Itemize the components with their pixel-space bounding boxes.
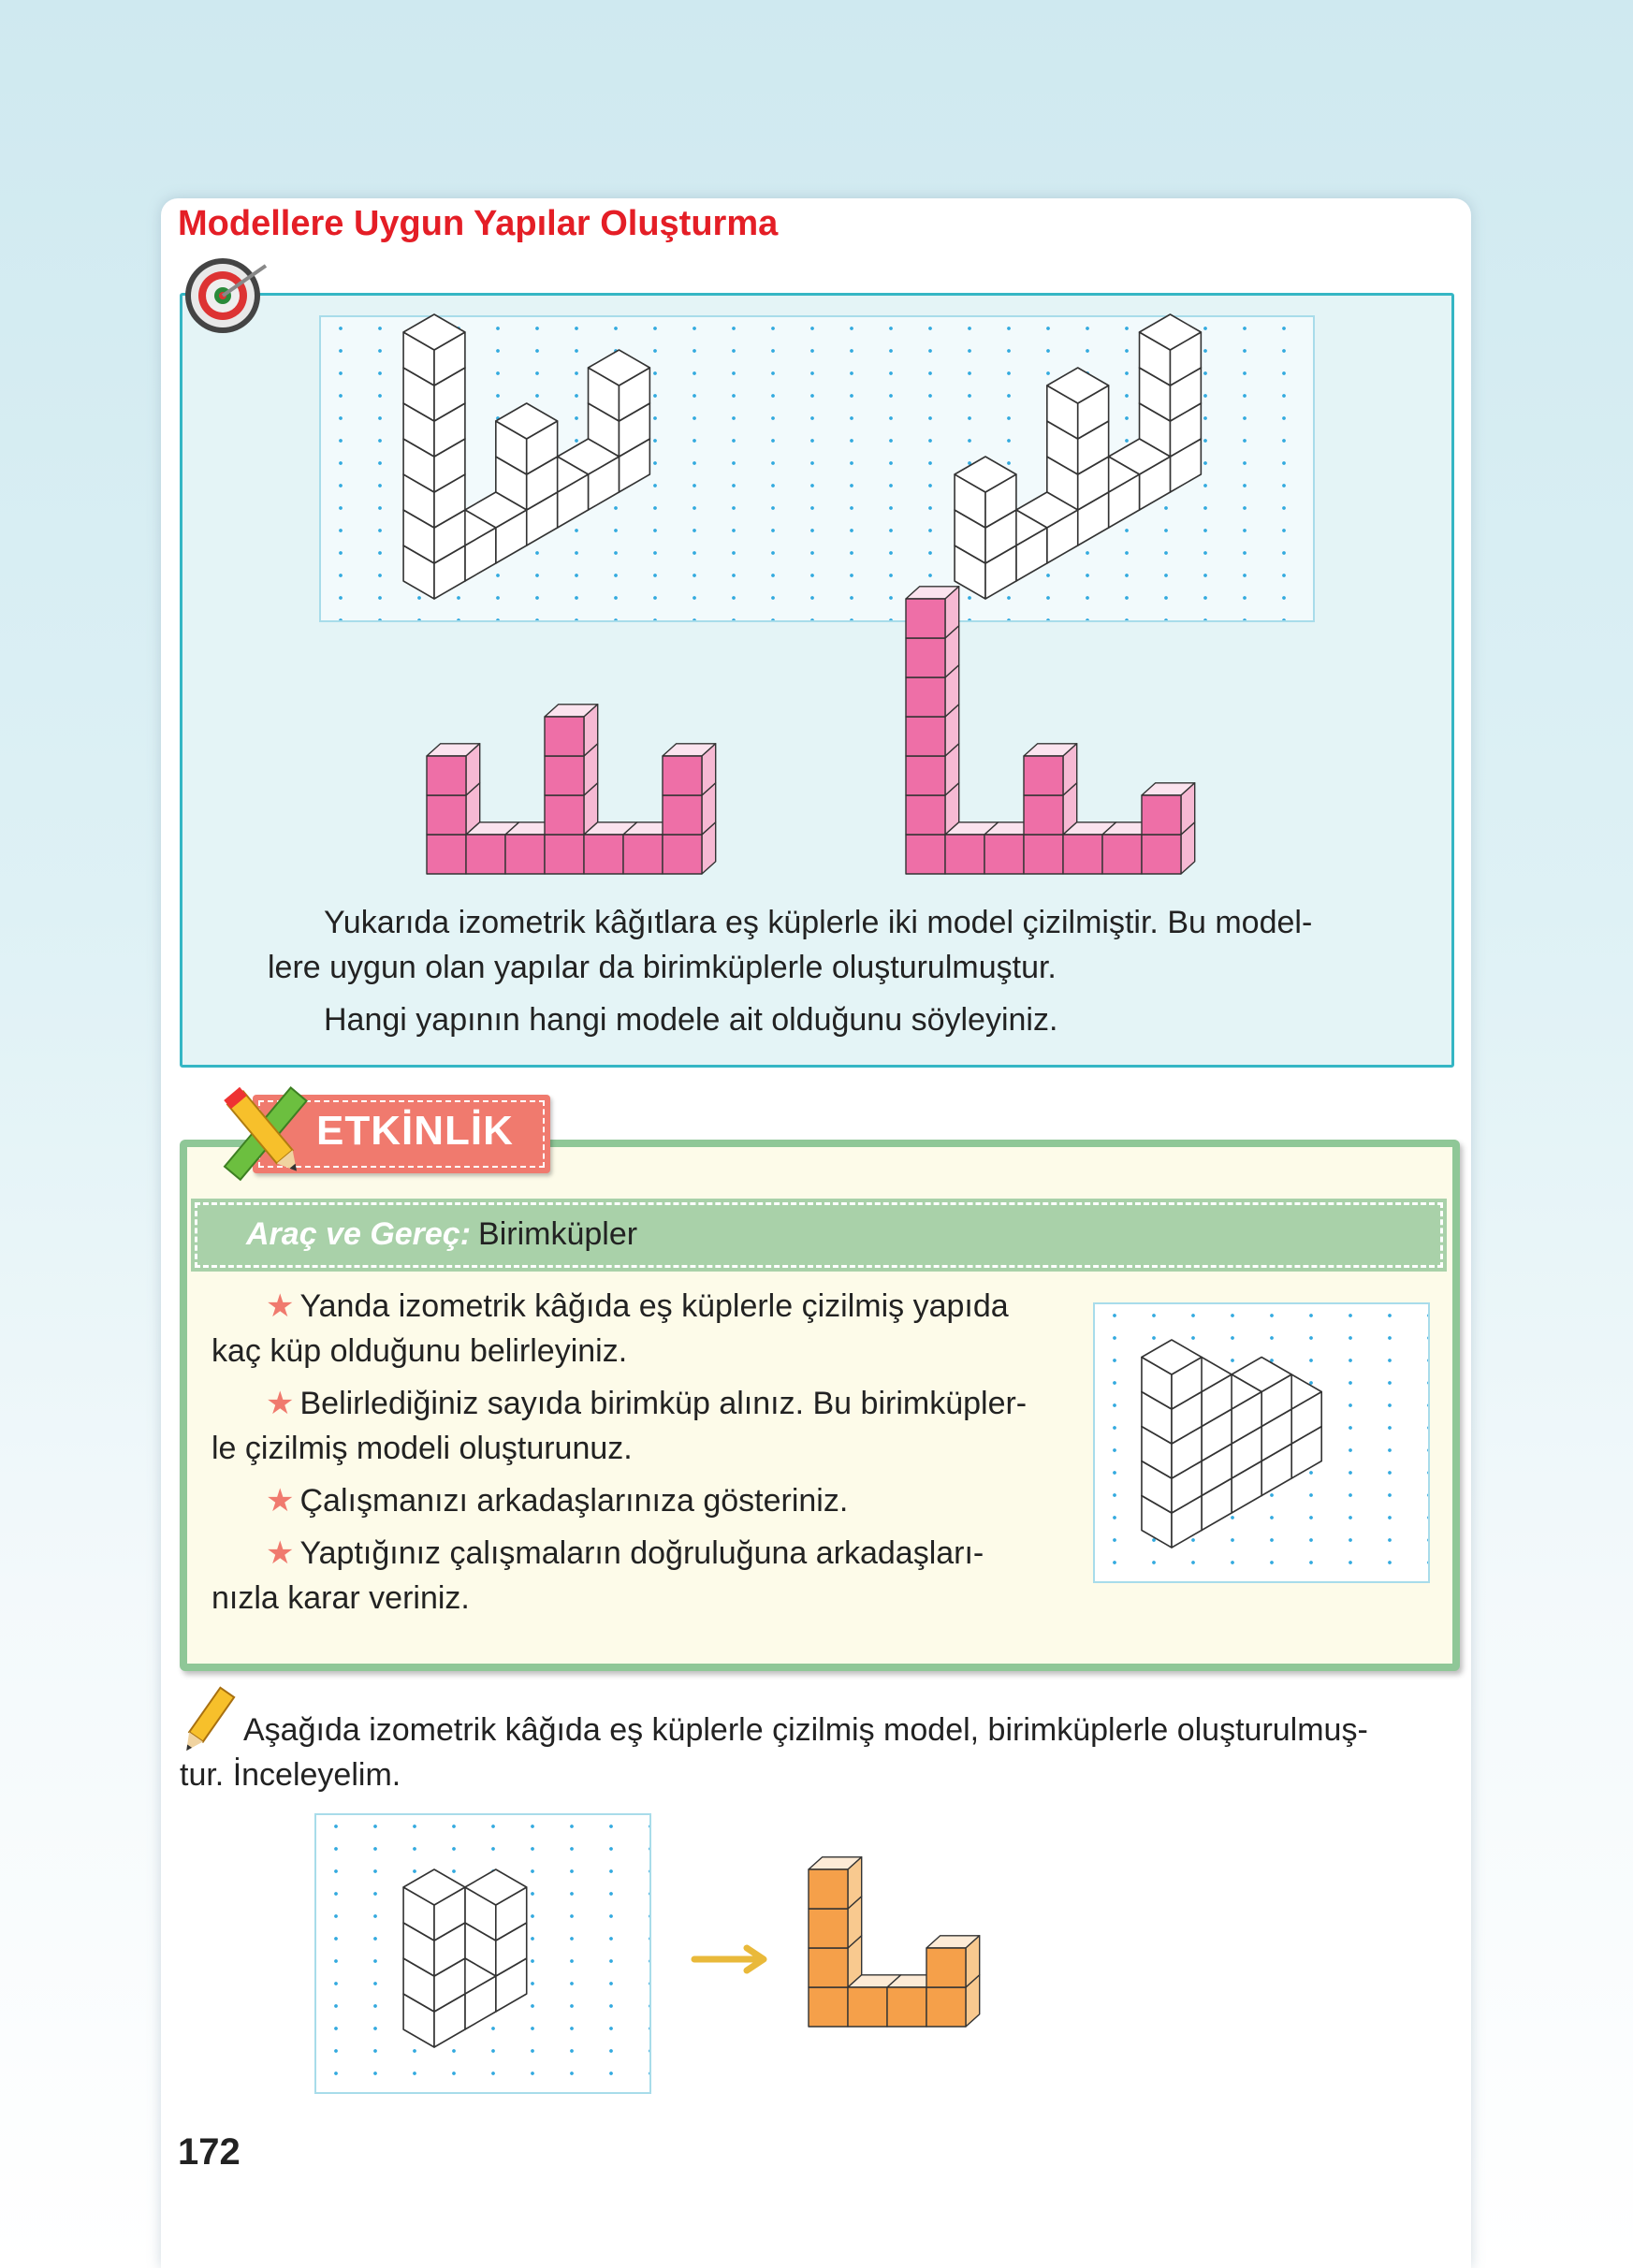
intro-line-1: Yukarıda izometrik kâğıtlara eş küplerle iki model çizilmiştir. Bu model- [324, 905, 1313, 940]
pink-structure-left-cube [623, 835, 663, 874]
orange-structure-cube [809, 1948, 848, 1987]
pink-structure-left-cube [663, 756, 702, 795]
pink-structure-right-cube [984, 835, 1024, 874]
pink-structure-right-cube [1063, 835, 1102, 874]
pink-structure-left-cube [663, 795, 702, 835]
pink-structure-left-cube [545, 717, 584, 756]
pink-structure-right-cube [1024, 795, 1063, 835]
pink-structure-right-cube [906, 599, 945, 638]
pink-structure-right-cube [1142, 835, 1181, 874]
pink-structure-right-cube [945, 835, 984, 874]
pink-structure-left-cube [545, 835, 584, 874]
star-icon: ★ [266, 1483, 295, 1519]
activity-item-text-cont: kaç küp olduğunu belirleyiniz. [211, 1333, 628, 1369]
pink-structure-right-cube [906, 835, 945, 874]
orange-structure-cube [848, 1987, 887, 2027]
pink-structure-right-cube [906, 717, 945, 756]
pink-structure-left-cube [545, 756, 584, 795]
orange-structure-cube [809, 1987, 848, 2027]
activity-item-text: Belirlediğiniz sayıda birimküp alınız. Bu birimküpler- [299, 1386, 1028, 1421]
section-title: Modellere Uygun Yapılar Oluşturma [178, 204, 779, 243]
orange-structure-cube [926, 1987, 966, 2027]
pink-structure-left-cube [427, 835, 466, 874]
activity-item-text-cont: le çizilmiş modeli oluşturunuz. [211, 1431, 633, 1466]
pink-structure-left-cube [584, 835, 623, 874]
pink-structure-right-cube [1024, 835, 1063, 874]
pink-structure-right-cube [906, 638, 945, 677]
pink-structure-right-cube [1142, 795, 1181, 835]
example-line-2: tur. İnceleyelim. [180, 1757, 401, 1793]
pink-structure-left-cube [466, 835, 505, 874]
example-line-1: Aşağıda izometrik kâğıda eş küplerle çizilmiş model, birimküplerle oluşturulmuş- [243, 1712, 1368, 1748]
pink-structure-right-cube [906, 756, 945, 795]
tools-label: Araç ve Gereç: [246, 1216, 472, 1252]
pink-structure-left-cube [427, 795, 466, 835]
star-icon: ★ [266, 1288, 295, 1324]
activity-item-text: Çalışmanızı arkadaşlarınıza gösteriniz. [299, 1483, 849, 1519]
pink-structure-left-cube [545, 795, 584, 835]
activity-badge-label: ETKİNLİK [316, 1108, 514, 1154]
intro-line-2: lere uygun olan yapılar da birimküplerle oluşturulmuştur. [268, 950, 1057, 985]
pink-structure-right-cube [906, 677, 945, 717]
activity-item-text: Yanda izometrik kâğıda eş küplerle çizilmiş yapıda [299, 1288, 1009, 1324]
pink-structure-right-cube [1024, 756, 1063, 795]
activity-item-text-cont: nızla karar veriniz. [211, 1580, 470, 1616]
orange-structure-cube [809, 1869, 848, 1909]
pink-structure-right-cube [906, 795, 945, 835]
star-icon: ★ [266, 1535, 295, 1571]
pink-structure-right-cube [1102, 835, 1142, 874]
pink-structure-left-cube [505, 835, 545, 874]
star-icon: ★ [266, 1386, 295, 1421]
orange-structure-cube [926, 1948, 966, 1987]
pink-structure-left-cube [663, 835, 702, 874]
page-number: 172 [178, 2131, 241, 2173]
tools-value: Birimküpler [478, 1216, 638, 1252]
pink-structure-left-cube [427, 756, 466, 795]
orange-structure-cube [809, 1909, 848, 1948]
activity-item-text: Yaptığınız çalışmaların doğruluğuna arkadaşları- [299, 1535, 984, 1571]
orange-structure-cube [887, 1987, 926, 2027]
intro-line-3: Hangi yapının hangi modele ait olduğunu söyleyiniz. [324, 1002, 1058, 1038]
